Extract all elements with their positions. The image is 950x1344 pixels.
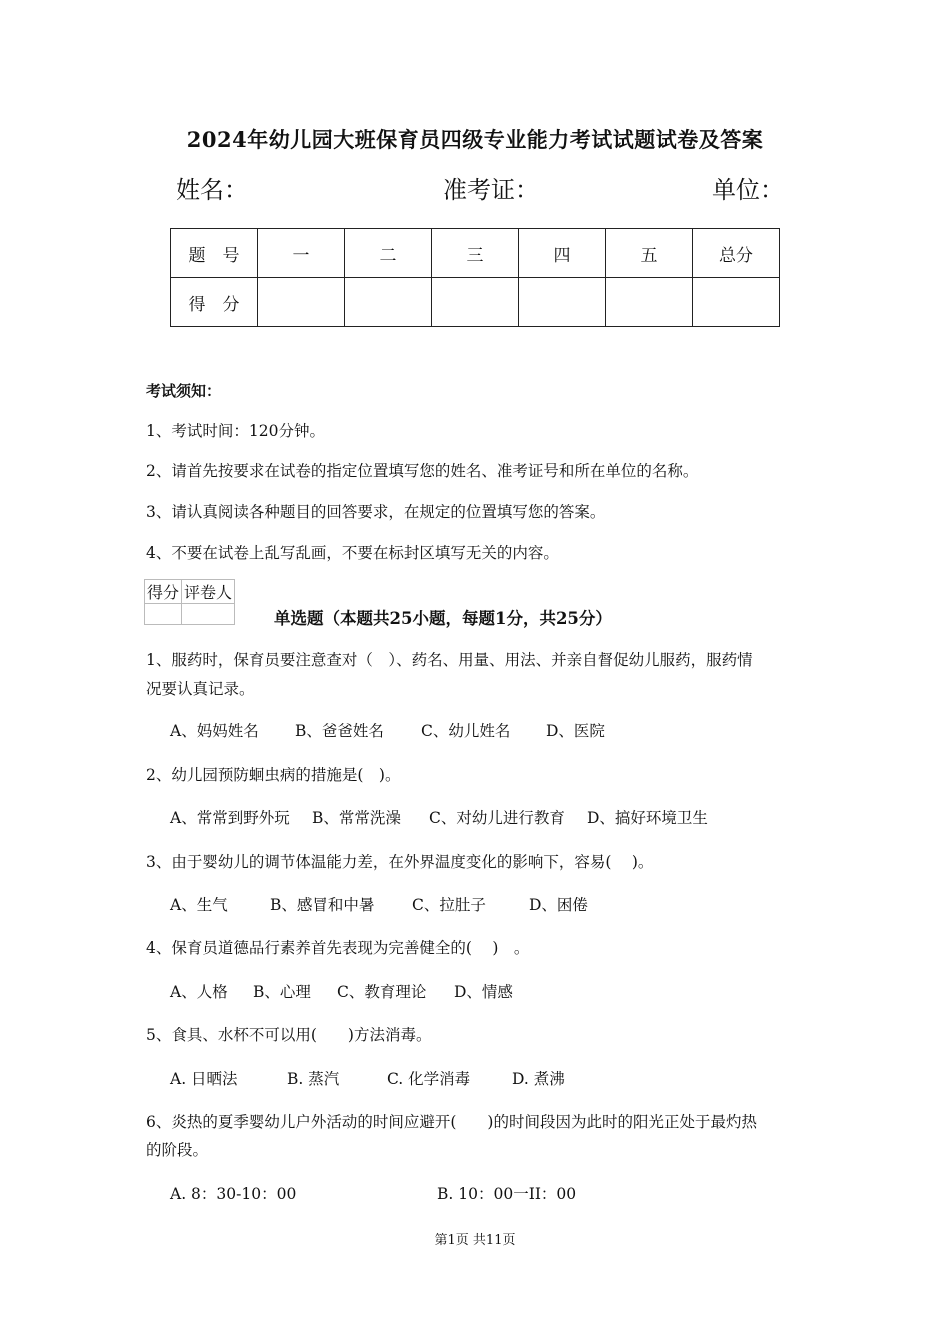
grader-name-cell[interactable] xyxy=(182,604,235,625)
question-text-cont: 的阶段。 xyxy=(146,1141,209,1159)
option-a[interactable]: A、妈妈姓名 xyxy=(170,722,259,740)
note-item: 1、考试时间：120分钟。 xyxy=(146,422,325,440)
page-title: 2024年幼儿园大班保育员四级专业能力考试试题试卷及答案 xyxy=(186,127,764,152)
notes-heading: 考试须知： xyxy=(146,382,222,400)
grader-name-label: 评卷人 xyxy=(182,580,235,604)
name-field-label: 姓名： xyxy=(176,176,248,204)
option-d[interactable]: D、情感 xyxy=(454,983,513,1001)
question-text: 3、由于婴幼儿的调节体温能力差，在外界温度变化的影响下，容易( )。 xyxy=(146,853,654,871)
score-cell[interactable] xyxy=(345,278,432,327)
option-a[interactable]: A、常常到野外玩 xyxy=(170,809,290,827)
score-table-header-row xyxy=(171,229,780,278)
option-d[interactable]: D、困倦 xyxy=(529,896,588,914)
question-text-cont: 况要认真记录。 xyxy=(146,680,255,698)
score-header-cell: 题 号 xyxy=(171,229,258,278)
score-header-cell: 总分 xyxy=(693,229,780,278)
score-cell[interactable] xyxy=(606,278,693,327)
score-row-label: 得 分 xyxy=(171,278,258,327)
note-item: 2、请首先按要求在试卷的指定位置填写您的姓名、准考证号和所在单位的名称。 xyxy=(146,462,699,480)
option-d[interactable]: D. 煮沸 xyxy=(512,1070,565,1088)
note-item: 3、请认真阅读各种题目的回答要求，在规定的位置填写您的答案。 xyxy=(146,503,606,521)
option-c[interactable]: C、对幼儿进行教育 xyxy=(429,809,565,827)
grader-score-label: 得分 xyxy=(145,580,182,604)
page-footer: 第1页 共11页 xyxy=(434,1233,516,1248)
option-c[interactable]: C、拉肚子 xyxy=(412,896,486,914)
option-a[interactable]: A、人格 xyxy=(170,983,228,1001)
score-header-cell: 一 xyxy=(258,229,345,278)
question-text: 6、炎热的夏季婴幼儿户外活动的时间应避开( )的时间段因为此时的阳光正处于最灼热 xyxy=(146,1113,757,1131)
score-cell[interactable] xyxy=(693,278,780,327)
option-b[interactable]: B、常常洗澡 xyxy=(312,809,401,827)
score-cell[interactable] xyxy=(258,278,345,327)
score-cell[interactable] xyxy=(432,278,519,327)
score-header-cell: 四 xyxy=(519,229,606,278)
option-c[interactable]: C、幼儿姓名 xyxy=(421,722,511,740)
option-a[interactable]: A. 8：30-10：00 xyxy=(170,1185,297,1203)
option-b[interactable]: B. 蒸汽 xyxy=(287,1070,340,1088)
question-text: 2、幼儿园预防蛔虫病的措施是( )。 xyxy=(146,766,401,784)
note-item: 4、不要在试卷上乱写乱画，不要在标封区填写无关的内容。 xyxy=(146,544,559,562)
option-d[interactable]: D、医院 xyxy=(546,722,605,740)
section-title: 单选题（本题共25小题，每题1分，共25分） xyxy=(274,609,612,628)
grader-score-cell[interactable] xyxy=(145,604,182,625)
option-a[interactable]: A. 日晒法 xyxy=(170,1070,238,1088)
option-b[interactable]: B、爸爸姓名 xyxy=(295,722,384,740)
score-cell[interactable] xyxy=(519,278,606,327)
score-header-cell: 二 xyxy=(345,229,432,278)
question-text: 4、保育员道德品行素养首先表现为完善健全的( ) 。 xyxy=(146,939,530,957)
option-c[interactable]: C、教育理论 xyxy=(337,983,427,1001)
option-c[interactable]: C. 化学消毒 xyxy=(387,1070,471,1088)
exam-id-field-label: 准考证： xyxy=(443,176,539,204)
score-table-score-row xyxy=(171,278,780,327)
question-text: 5、食具、水杯不可以用( )方法消毒。 xyxy=(146,1026,432,1044)
score-table xyxy=(170,228,780,327)
option-b[interactable]: B、心理 xyxy=(253,983,311,1001)
score-header-cell: 五 xyxy=(606,229,693,278)
question-text: 1、服药时，保育员要注意查对（ ）、药名、用量、用法、并亲自督促幼儿服药，服药情 xyxy=(146,651,753,669)
score-header-cell: 三 xyxy=(432,229,519,278)
option-d[interactable]: D、搞好环境卫生 xyxy=(587,809,708,827)
option-b[interactable]: B. 10：00一II：00 xyxy=(437,1185,577,1203)
option-b[interactable]: B、感冒和中暑 xyxy=(270,896,375,914)
option-a[interactable]: A、生气 xyxy=(170,896,228,914)
unit-field-label: 单位： xyxy=(712,176,784,204)
grader-box xyxy=(144,579,235,625)
